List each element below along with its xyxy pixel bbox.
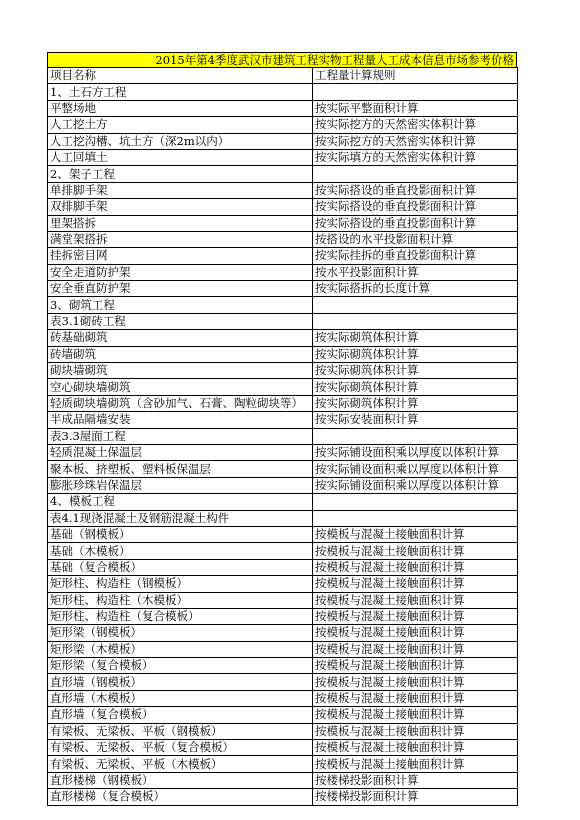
table-row: [48, 690, 518, 706]
cell-item-name[interactable]: 有梁板、无梁板、平板（钢模板）: [48, 723, 313, 739]
cell-item-name[interactable]: 直形楼梯（钢模板）: [48, 772, 313, 788]
cell-calc-rule[interactable]: 按实际挖方的天然密实体积计算: [313, 117, 518, 133]
table-row: [48, 461, 518, 477]
cell-calc-rule[interactable]: 按实际搭设的垂直投影面积计算: [313, 199, 518, 215]
table-row: [48, 100, 518, 116]
table-row: [48, 215, 518, 231]
header-cell-rule[interactable]: 工程量计算规则: [313, 68, 518, 84]
table-row: [48, 658, 518, 674]
cell-calc-rule[interactable]: [313, 297, 518, 313]
cell-calc-rule[interactable]: 按实际铺设面积乘以厚度以体积计算: [313, 477, 518, 493]
table-row: [48, 346, 518, 362]
cell-calc-rule[interactable]: 按模板与混凝土接触面积计算: [313, 625, 518, 641]
cell-item-name[interactable]: 表3.3屋面工程: [48, 428, 313, 444]
cell-item-name[interactable]: 矩形柱、构造柱（钢模板）: [48, 576, 313, 592]
cell-calc-rule[interactable]: 按模板与混凝土接触面积计算: [313, 543, 518, 559]
table-row: [48, 707, 518, 723]
cell-calc-rule[interactable]: 按模板与混凝土接触面积计算: [313, 674, 518, 690]
table-row: [48, 264, 518, 280]
table-row: [48, 395, 518, 411]
table-row: [48, 789, 518, 805]
cell-item-name[interactable]: 2、架子工程: [48, 166, 313, 182]
cell-item-name[interactable]: 半成品隔墙安装: [48, 412, 313, 428]
cell-calc-rule[interactable]: 按实际搭拆的长度计算: [313, 281, 518, 297]
table-row: [48, 231, 518, 247]
table-row: [48, 363, 518, 379]
cell-item-name[interactable]: 挂拆密目网: [48, 248, 313, 264]
cell-calc-rule[interactable]: 按实际铺设面积乘以厚度以体积计算: [313, 444, 518, 460]
cell-calc-rule[interactable]: 按实际挖方的天然密实体积计算: [313, 133, 518, 149]
table-row: [48, 297, 518, 313]
table-row: [48, 117, 518, 133]
cell-item-name[interactable]: 矩形柱、构造柱（复合模板）: [48, 608, 313, 624]
cell-item-name[interactable]: 直形墙（木模板）: [48, 690, 313, 706]
table-row: [48, 526, 518, 542]
cell-item-name[interactable]: 表3.1砌砖工程: [48, 313, 313, 329]
cell-calc-rule[interactable]: 按模板与混凝土接触面积计算: [313, 608, 518, 624]
table-row: [48, 133, 518, 149]
cell-item-name[interactable]: 砖基础砌筑: [48, 330, 313, 346]
cell-calc-rule[interactable]: [313, 166, 518, 182]
cell-calc-rule[interactable]: 按模板与混凝土接触面积计算: [313, 592, 518, 608]
cell-calc-rule[interactable]: 按模板与混凝土接触面积计算: [313, 641, 518, 657]
cell-item-name[interactable]: 直形楼梯（复合模板）: [48, 789, 313, 805]
cell-calc-rule[interactable]: 按实际砌筑体积计算: [313, 363, 518, 379]
cell-item-name[interactable]: 安全走道防护架: [48, 264, 313, 280]
table-row: [48, 740, 518, 756]
table-row: [48, 625, 518, 641]
header-row: [48, 68, 518, 84]
cell-item-name[interactable]: 砖墙砌筑: [48, 346, 313, 362]
sheet-title[interactable]: 2015年第4季度武汉市建筑工程实物工程量人工成本信息市场参考价格: [47, 52, 517, 67]
cell-item-name[interactable]: 单排脚手架: [48, 182, 313, 198]
cell-calc-rule[interactable]: 按实际铺设面积乘以厚度以体积计算: [313, 461, 518, 477]
cell-item-name[interactable]: 直形墙（复合模板）: [48, 707, 313, 723]
cell-calc-rule[interactable]: 按模板与混凝土接触面积计算: [313, 723, 518, 739]
table-row: [48, 477, 518, 493]
table-row: [48, 182, 518, 198]
cell-calc-rule[interactable]: 按水平投影面积计算: [313, 264, 518, 280]
table-row: [48, 674, 518, 690]
cell-item-name[interactable]: 矩形柱、构造柱（木模板）: [48, 592, 313, 608]
table-row: [48, 428, 518, 444]
cell-item-name[interactable]: 人工挖沟槽、坑土方（深2m以内）: [48, 133, 313, 149]
cell-item-name[interactable]: 直形墙（钢模板）: [48, 674, 313, 690]
table-row: [48, 608, 518, 624]
cell-item-name[interactable]: 满堂架搭拆: [48, 231, 313, 247]
cell-item-name[interactable]: 矩形梁（复合模板）: [48, 658, 313, 674]
table-row: [48, 772, 518, 788]
cell-calc-rule[interactable]: 按实际砌筑体积计算: [313, 330, 518, 346]
cell-calc-rule[interactable]: 按模板与混凝土接触面积计算: [313, 526, 518, 542]
table-row: [48, 576, 518, 592]
cell-calc-rule[interactable]: 按模板与混凝土接触面积计算: [313, 756, 518, 772]
table-row: [48, 166, 518, 182]
cell-calc-rule[interactable]: [313, 84, 518, 100]
table-row: [48, 412, 518, 428]
cell-item-name[interactable]: 人工挖土方: [48, 117, 313, 133]
table-row: [48, 149, 518, 165]
table-row: [48, 641, 518, 657]
table-row: [48, 559, 518, 575]
table-row: [48, 723, 518, 739]
cell-calc-rule[interactable]: 按模板与混凝土接触面积计算: [313, 740, 518, 756]
table-row: [48, 592, 518, 608]
table-row: [48, 379, 518, 395]
cell-calc-rule[interactable]: 按搭设的水平投影面积计算: [313, 231, 518, 247]
cell-item-name[interactable]: 3、砌筑工程: [48, 297, 313, 313]
cell-calc-rule[interactable]: 按实际砌筑体积计算: [313, 395, 518, 411]
table-row: [48, 330, 518, 346]
cell-calc-rule[interactable]: 按实际安装面积计算: [313, 412, 518, 428]
cell-item-name[interactable]: 双排脚手架: [48, 199, 313, 215]
cell-calc-rule[interactable]: [313, 313, 518, 329]
cell-item-name[interactable]: 1、土石方工程: [48, 84, 313, 100]
table-row: [48, 199, 518, 215]
cell-item-name[interactable]: 4、模板工程: [48, 494, 313, 510]
cell-calc-rule[interactable]: 按模板与混凝土接触面积计算: [313, 576, 518, 592]
cell-item-name[interactable]: 安全垂直防护架: [48, 281, 313, 297]
cell-calc-rule[interactable]: 按模板与混凝土接触面积计算: [313, 559, 518, 575]
cell-calc-rule[interactable]: [313, 494, 518, 510]
cell-item-name[interactable]: 聚本板、挤塑板、塑料板保温层: [48, 461, 313, 477]
cell-item-name[interactable]: 砌块墙砌筑: [48, 363, 313, 379]
cell-item-name[interactable]: 膨胀珍珠岩保温层: [48, 477, 313, 493]
cell-calc-rule[interactable]: 按模板与混凝土接触面积计算: [313, 690, 518, 706]
table-row: [48, 756, 518, 772]
cell-calc-rule[interactable]: [313, 428, 518, 444]
cell-calc-rule[interactable]: 按实际搭设的垂直投影面积计算: [313, 182, 518, 198]
table-row: [48, 444, 518, 460]
cell-item-name[interactable]: 基础（钢模板）: [48, 526, 313, 542]
cell-item-name[interactable]: 轻质混凝土保温层: [48, 444, 313, 460]
table-row: [48, 281, 518, 297]
cell-item-name[interactable]: 矩形梁（钢模板）: [48, 625, 313, 641]
table-row: [48, 494, 518, 510]
table-row: [48, 248, 518, 264]
cell-calc-rule[interactable]: 按实际平整面积计算: [313, 100, 518, 116]
cell-item-name[interactable]: 表4.1现浇混凝土及钢筋混凝土构件: [48, 510, 313, 526]
cell-calc-rule[interactable]: 按实际挂拆的垂直投影面积计算: [313, 248, 518, 264]
cell-calc-rule[interactable]: 按楼梯投影面积计算: [313, 772, 518, 788]
cell-item-name[interactable]: 里架搭拆: [48, 215, 313, 231]
cell-item-name[interactable]: 空心砌块墙砌筑: [48, 379, 313, 395]
table-row: [48, 313, 518, 329]
table-row: [48, 84, 518, 100]
cell-item-name[interactable]: 基础（复合模板）: [48, 559, 313, 575]
cell-calc-rule[interactable]: 按实际砌筑体积计算: [313, 379, 518, 395]
cell-calc-rule[interactable]: 按实际搭设的垂直投影面积计算: [313, 215, 518, 231]
cell-item-name[interactable]: 平整场地: [48, 100, 313, 116]
cell-item-name[interactable]: 有梁板、无梁板、平板（复合模板）: [48, 740, 313, 756]
cell-item-name[interactable]: 基础（木模板）: [48, 543, 313, 559]
table-row: [48, 543, 518, 559]
cell-calc-rule[interactable]: 按实际砌筑体积计算: [313, 346, 518, 362]
cell-calc-rule[interactable]: [313, 510, 518, 526]
header-cell-item[interactable]: 项目名称: [48, 68, 313, 84]
spreadsheet: [47, 52, 517, 806]
table-row: [48, 510, 518, 526]
cell-calc-rule[interactable]: 按模板与混凝土接触面积计算: [313, 658, 518, 674]
cell-item-name[interactable]: 人工回填土: [48, 149, 313, 165]
cell-item-name[interactable]: 有梁板、无梁板、平板（木模板）: [48, 756, 313, 772]
cell-calc-rule[interactable]: 按实际填方的天然密实体积计算: [313, 149, 518, 165]
data-table: [47, 67, 518, 806]
cell-item-name[interactable]: 轻质砌块墙砌筑（含砂加气、石膏、陶粒砌块等）: [48, 395, 313, 411]
cell-calc-rule[interactable]: 按模板与混凝土接触面积计算: [313, 707, 518, 723]
cell-calc-rule[interactable]: 按楼梯投影面积计算: [313, 789, 518, 805]
cell-item-name[interactable]: 矩形梁（木模板）: [48, 641, 313, 657]
